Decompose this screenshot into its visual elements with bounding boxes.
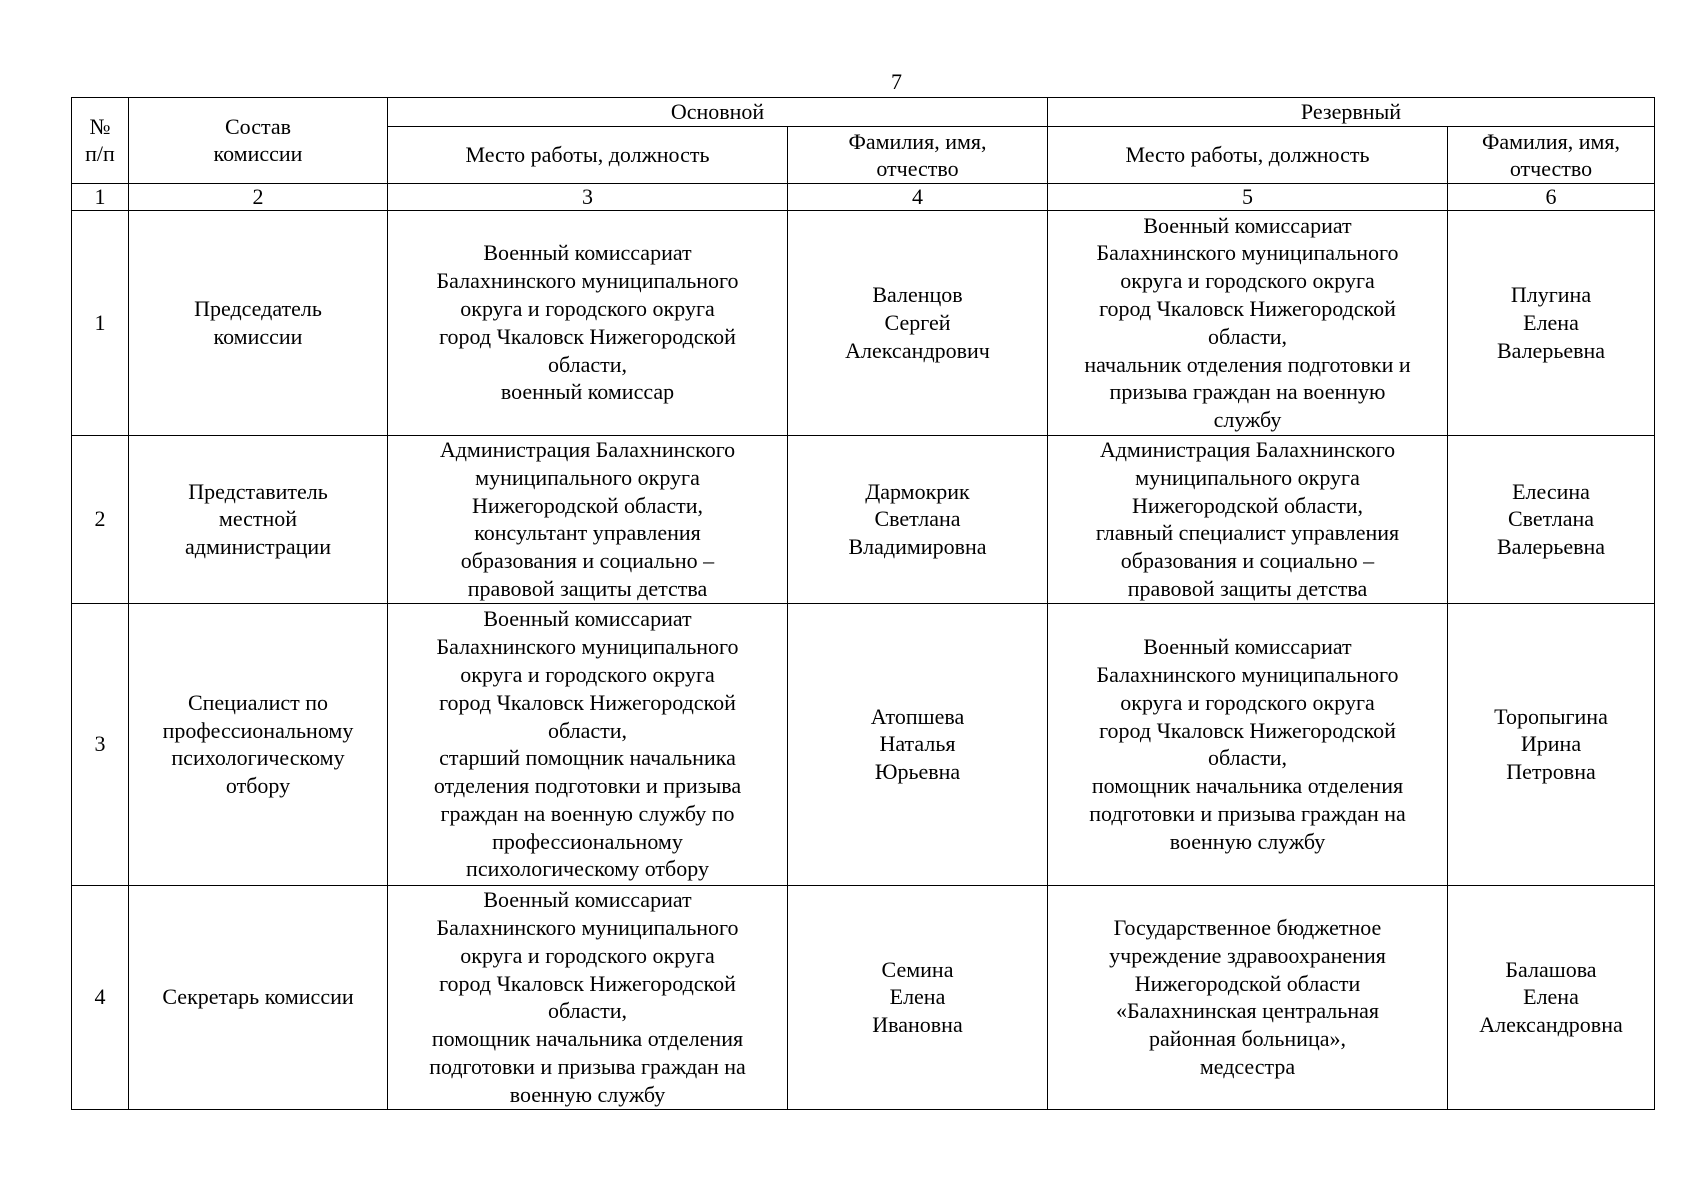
- header-reserve-workplace: Место работы, должность: [1048, 126, 1448, 183]
- row-role: Секретарь комиссии: [129, 885, 388, 1109]
- row-main-name: Дармокрик Светлана Владимировна: [788, 435, 1048, 603]
- row-reserve-workplace: Администрация Балахнинского муниципального округа Нижегородской области, главный специалист управления образования и социально – правовой защиты детства: [1048, 435, 1448, 603]
- header-main-name: Фамилия, имя, отчество: [788, 126, 1048, 183]
- row-main-workplace: Военный комиссариат Балахнинского муниципального округа и городского округа город Чкаловск Нижегородской области, военный комиссар: [388, 210, 788, 435]
- table-row: [72, 210, 1655, 435]
- row-main-workplace: Администрация Балахнинского муниципального округа Нижегородской области, консультант управления образования и социально – правовой защиты детства: [388, 435, 788, 603]
- row-reserve-workplace: Военный комиссариат Балахнинского муниципального округа и городского округа город Чкаловск Нижегородской области, помощник начальника отделения подготовки и призыва граждан на военную службу: [1048, 603, 1448, 885]
- row-main-name: Валенцов Сергей Александрович: [788, 210, 1048, 435]
- row-main-workplace: Военный комиссариат Балахнинского муниципального округа и городского округа город Чкаловск Нижегородской области, помощник начальника отделения подготовки и призыва граждан на военную службу: [388, 885, 788, 1109]
- header-row-groups: [72, 98, 1655, 127]
- column-number: 1: [72, 183, 129, 210]
- row-number: 1: [72, 210, 129, 435]
- row-role: Председатель комиссии: [129, 210, 388, 435]
- header-num: № п/п: [72, 98, 129, 184]
- column-number: 3: [388, 183, 788, 210]
- column-number: 5: [1048, 183, 1448, 210]
- page-number: 7: [891, 69, 902, 94]
- row-main-workplace: Военный комиссариат Балахнинского муниципального округа и городского округа город Чкаловск Нижегородской области, старший помощник начальника отделения подготовки и призыва граждан на военную службу по профессиональному психологическому отбору: [388, 603, 788, 885]
- header-main-workplace: Место работы, должность: [388, 126, 788, 183]
- row-number: 3: [72, 603, 129, 885]
- row-role: Специалист по профессиональному психологическому отбору: [129, 603, 388, 885]
- header-reserve-group: Резервный: [1048, 98, 1655, 127]
- row-reserve-name: Плугина Елена Валерьевна: [1448, 210, 1655, 435]
- table-row: [72, 435, 1655, 603]
- column-numbers-row: [72, 183, 1655, 210]
- row-number: 2: [72, 435, 129, 603]
- row-role: Представитель местной администрации: [129, 435, 388, 603]
- row-reserve-name: Елесина Светлана Валерьевна: [1448, 435, 1655, 603]
- row-reserve-name: Торопыгина Ирина Петровна: [1448, 603, 1655, 885]
- column-number: 6: [1448, 183, 1655, 210]
- header-composition: Состав комиссии: [129, 98, 388, 184]
- row-reserve-workplace: Военный комиссариат Балахнинского муниципального округа и городского округа город Чкаловск Нижегородской области, начальник отделения подготовки и призыва граждан на военную службу: [1048, 210, 1448, 435]
- header-reserve-name: Фамилия, имя, отчество: [1448, 126, 1655, 183]
- column-number: 4: [788, 183, 1048, 210]
- row-number: 4: [72, 885, 129, 1109]
- row-main-name: Атопшева Наталья Юрьевна: [788, 603, 1048, 885]
- row-reserve-workplace: Государственное бюджетное учреждение здравоохранения Нижегородской области «Балахнинская центральная районная больница», медсестра: [1048, 885, 1448, 1109]
- column-number: 2: [129, 183, 388, 210]
- header-main-group: Основной: [388, 98, 1048, 127]
- table-row: [72, 603, 1655, 885]
- row-main-name: Семина Елена Ивановна: [788, 885, 1048, 1109]
- table-row: [72, 885, 1655, 1109]
- commission-table: [71, 97, 1655, 1110]
- row-reserve-name: Балашова Елена Александровна: [1448, 885, 1655, 1109]
